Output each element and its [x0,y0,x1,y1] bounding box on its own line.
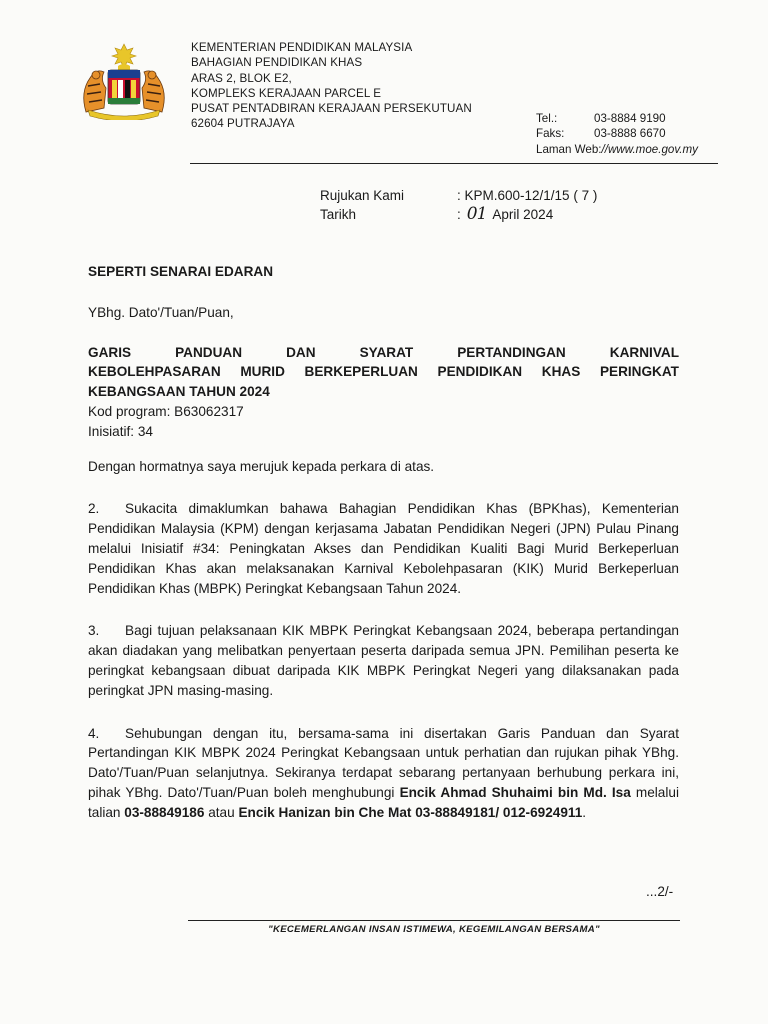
tel-value: 03-8884 9190 [594,112,666,125]
letter-body [88,262,679,823]
contact-block [536,111,698,157]
footer-divider [188,920,680,921]
address-line: KEMENTERIAN PENDIDIKAN MALAYSIA [191,41,413,54]
paragraph-number: 4. [88,725,100,741]
reference-block [320,186,597,224]
paragraph-text: Sehubungan dengan itu, bersama-sama ini disertakan Garis Panduan dan Syarat Pertandingan KIK MBPK 2024 Peringkat Kebangsaan untuk perhatian dan rujukan pihak YBhg. Dato'/Tuan/Puan selanjutnya. Sekiranya terdapat sebarang pertanyaan berhubung perkara ini, pihak YBhg. Dato'/Tuan/Puan boleh menghubungi [88,725,679,800]
tel-label: Tel.: [536,112,558,125]
letter-title [88,343,679,402]
footer-motto: "KECEMERLANGAN INSAN ISTIMEWA, KEGEMILANGAN BERSAMA" [268,924,600,935]
paragraph-number: 2. [88,501,100,517]
page-continuation: ...2/- [646,884,674,899]
fax-value: 03-8888 6670 [594,127,666,141]
paragraph-text: Bagi tujuan pelaksanaan KIK MBPK Peringkat Kebangsaan 2024, beberapa pertandingan akan diadakan yang melibatkan penyertaan peserta daripada semua JPN. Pemilihan peserta ke peringkat kebangsaan dibuat daripada KIK MBPK Peringkat Negeri yang dilaksanakan pada peringkat JPN masing-masing. [88,623,679,698]
jata-negara-crest-icon [74,42,174,120]
initiative: Inisiatif: 34 [88,423,153,439]
fax-label: Faks: [536,127,565,141]
contact-phone-1: 03-88849186 [124,804,205,820]
address-line: KOMPLEKS KERAJAAN PARCEL E [191,86,382,100]
title-line-rest: KEBOLEHPASARAN MURID BERKEPERLUAN PENDIDIKAN KHAS PERINGKAT KEBANGSAAN TAHUN 2024 [88,364,679,400]
date-day-handwritten: 01 [466,204,487,224]
address-line: BAHAGIAN PENDIDIKAN KHAS [191,56,363,70]
paragraph-3 [88,621,679,700]
program-code: Kod program: B63062317 [88,403,244,419]
opening-paragraph: Dengan hormatnya saya merujuk kepada perkara di atas. [88,458,435,474]
address-line: ARAS 2, BLOK E2, [191,71,292,85]
paragraph-4 [88,724,679,823]
paragraph-number: 3. [88,623,100,639]
website-link[interactable]: //www.moe.gov.my [601,142,698,156]
and-text: atau [208,804,235,820]
date-month-year: April 2024 [492,207,554,222]
recipient: SEPERTI SENARAI EDARAN [88,264,274,279]
reference-label: Rujukan Kami [320,188,405,203]
ministry-address-block [191,40,472,132]
paragraph-2 [88,499,679,598]
header-divider [190,163,718,164]
title-line-1: GARIS PANDUAN DAN SYARAT PERTANDINGAN KARNIVAL [88,344,679,360]
date-colon: : [457,207,461,222]
contact-person-2: Encik Hanizan bin Che Mat 03-88849181/ 012-6924911 [238,804,583,820]
address-line: 62604 PUTRAJAYA [191,117,295,131]
via-text: melalui talian [88,784,679,820]
date-label: Tarikh [320,207,357,222]
website-label: Laman Web: [536,142,602,156]
paragraph-text: Sukacita dimaklumkan bahawa Bahagian Pendidikan Khas (BPKhas), Kementerian Pendidikan Malaysia (KPM) dengan kerjasama Jabatan Pendidikan Negeri (JPN) Pulau Pinang melalui Inisiatif #34: Peningkatan Akses dan Pendidikan Kualiti Bagi Murid Berkeperluan Pendidikan Khas akan melaksanakan Karnival Kebolehpasaran (KIK) Murid Berkeperluan Pendidikan Khas (MBPK) Peringkat Kebangsaan Tahun 2024. [88,501,679,596]
contact-person-1: Encik Ahmad Shuhaimi bin Md. Isa [399,784,631,800]
salutation: YBhg. Dato'/Tuan/Puan, [88,304,234,320]
address-line: PUSAT PENTADBIRAN KERAJAAN PERSEKUTUAN [191,102,472,116]
paragraph-end: . [582,804,587,820]
reference-number: : KPM.600-12/1/15 ( 7 ) [457,188,598,203]
